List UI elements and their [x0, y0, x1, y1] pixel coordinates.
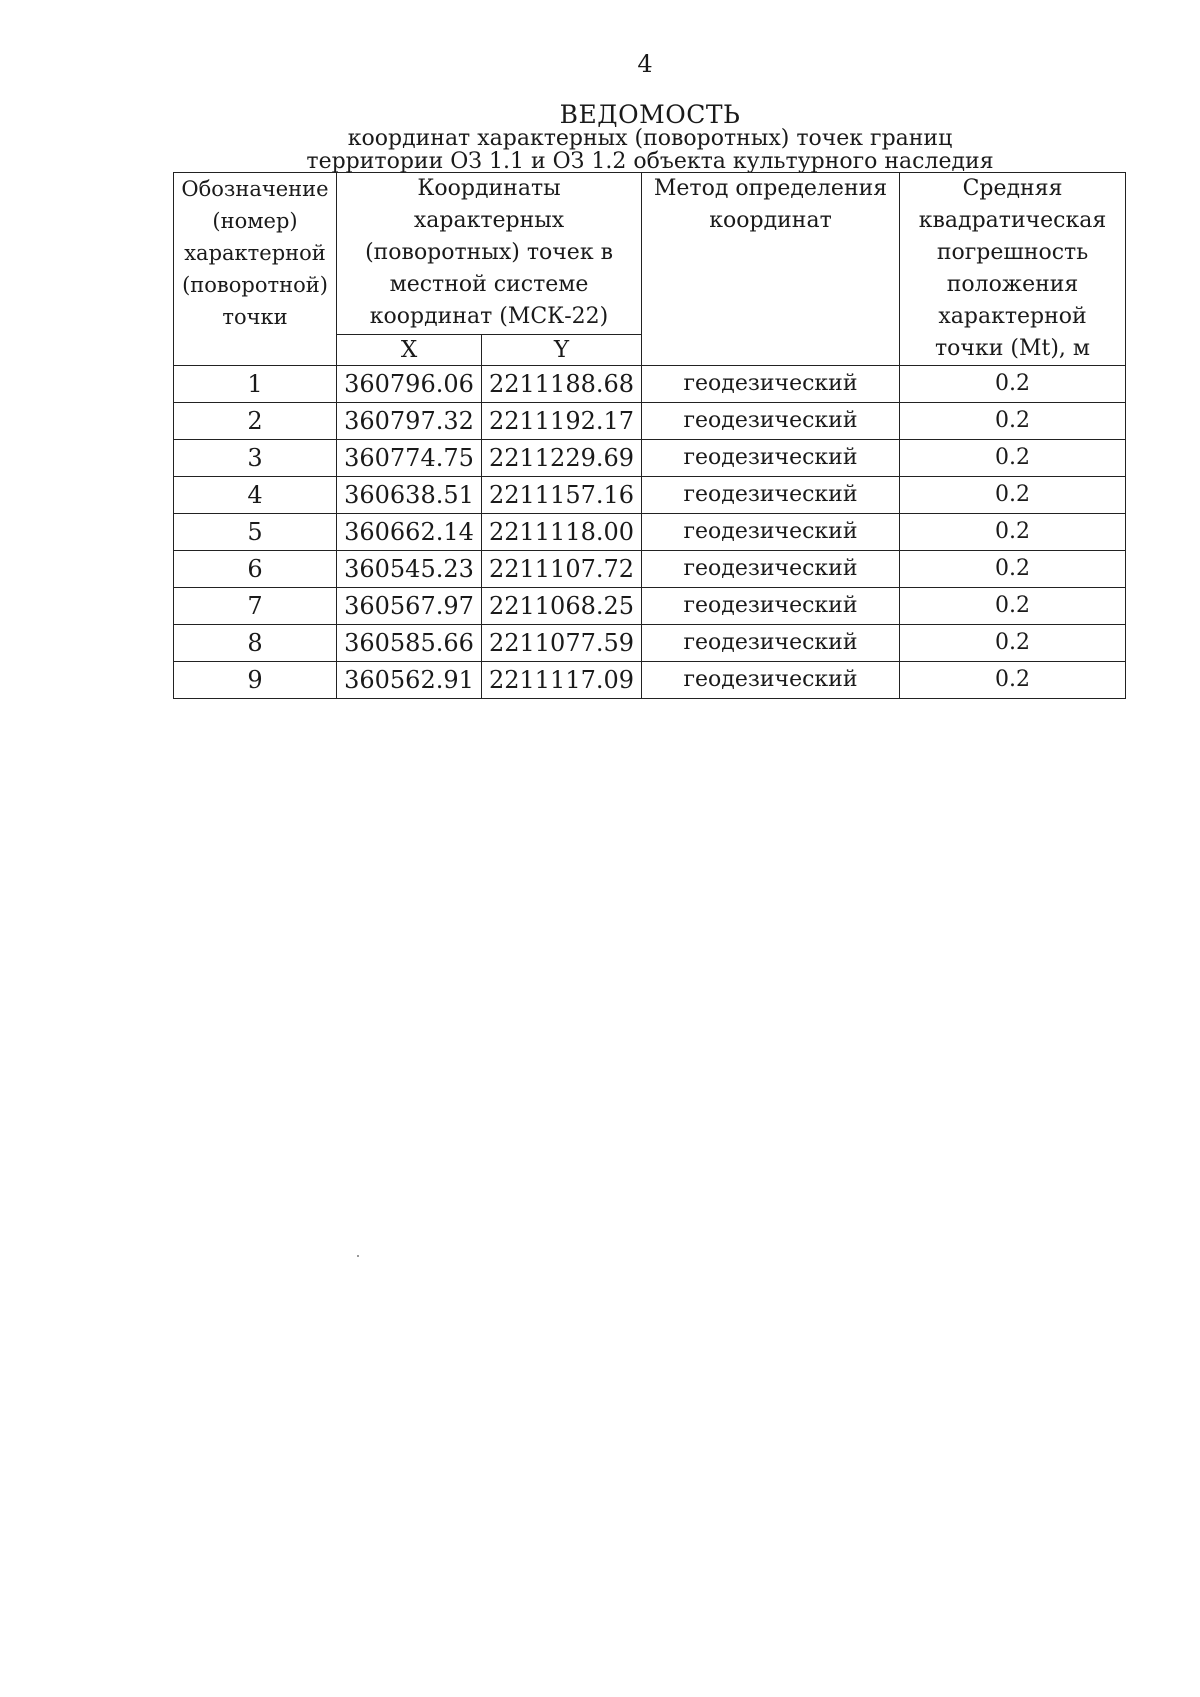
error-cell: 0.2: [900, 662, 1126, 699]
coord-y: 2211118.00: [482, 514, 642, 551]
header-designation: Обозначение (номер) характерной (поворотной) точки: [174, 173, 337, 366]
point-number: 7: [174, 588, 337, 625]
method-cell: геодезический: [642, 662, 900, 699]
error-cell: 0.2: [900, 625, 1126, 662]
error-cell: 0.2: [900, 366, 1126, 403]
method-cell: геодезический: [642, 588, 900, 625]
table-row: [174, 366, 1126, 403]
point-number: 8: [174, 625, 337, 662]
header-coordinates: Координаты характерных (поворотных) точек в местной системе координат (МСК-22): [337, 173, 642, 335]
coord-y: 2211117.09: [482, 662, 642, 699]
coord-x: 360585.66: [337, 625, 482, 662]
table-row: [174, 514, 1126, 551]
table-row: [174, 588, 1126, 625]
coord-y: 2211068.25: [482, 588, 642, 625]
coord-y: 2211229.69: [482, 440, 642, 477]
table-row: [174, 477, 1126, 514]
coord-x: 360567.97: [337, 588, 482, 625]
method-cell: геодезический: [642, 366, 900, 403]
method-cell: геодезический: [642, 625, 900, 662]
document-subtitle-line-1: координат характерных (поворотных) точек границ: [347, 126, 953, 151]
point-number: 5: [174, 514, 337, 551]
method-cell: геодезический: [642, 514, 900, 551]
header-method: Метод определения координат: [642, 173, 900, 366]
document-subtitle-line-2: территории ОЗ 1.1 и ОЗ 1.2 объекта культурного наследия: [306, 149, 994, 174]
coord-x: 360562.91: [337, 662, 482, 699]
scan-speck: [357, 1255, 359, 1257]
coord-x: 360796.06: [337, 366, 482, 403]
point-number: 4: [174, 477, 337, 514]
table-row: [174, 551, 1126, 588]
table-row: [174, 625, 1126, 662]
coord-x: 360638.51: [337, 477, 482, 514]
point-number: 1: [174, 366, 337, 403]
coord-x: 360797.32: [337, 403, 482, 440]
table-row: [174, 403, 1126, 440]
header-y: Y: [482, 335, 642, 366]
error-cell: 0.2: [900, 477, 1126, 514]
coord-x: 360774.75: [337, 440, 482, 477]
header-error: Средняя квадратическая погрешность положения характерной точки (Mt), м: [900, 173, 1126, 366]
point-number: 3: [174, 440, 337, 477]
coord-y: 2211157.16: [482, 477, 642, 514]
table-row: [174, 440, 1126, 477]
error-cell: 0.2: [900, 514, 1126, 551]
header-x: X: [337, 335, 482, 366]
document-title: ВЕДОМОСТЬ: [559, 100, 741, 129]
method-cell: геодезический: [642, 440, 900, 477]
error-cell: 0.2: [900, 440, 1126, 477]
coord-x: 360662.14: [337, 514, 482, 551]
error-cell: 0.2: [900, 551, 1126, 588]
coord-x: 360545.23: [337, 551, 482, 588]
point-number: 6: [174, 551, 337, 588]
method-cell: геодезический: [642, 551, 900, 588]
page-number: 4: [637, 50, 653, 78]
coord-y: 2211107.72: [482, 551, 642, 588]
point-number: 9: [174, 662, 337, 699]
coord-y: 2211188.68: [482, 366, 642, 403]
error-cell: 0.2: [900, 588, 1126, 625]
point-number: 2: [174, 403, 337, 440]
method-cell: геодезический: [642, 477, 900, 514]
coordinates-table: [173, 172, 1126, 699]
coord-y: 2211077.59: [482, 625, 642, 662]
table-row: [174, 662, 1126, 699]
method-cell: геодезический: [642, 403, 900, 440]
coord-y: 2211192.17: [482, 403, 642, 440]
error-cell: 0.2: [900, 403, 1126, 440]
